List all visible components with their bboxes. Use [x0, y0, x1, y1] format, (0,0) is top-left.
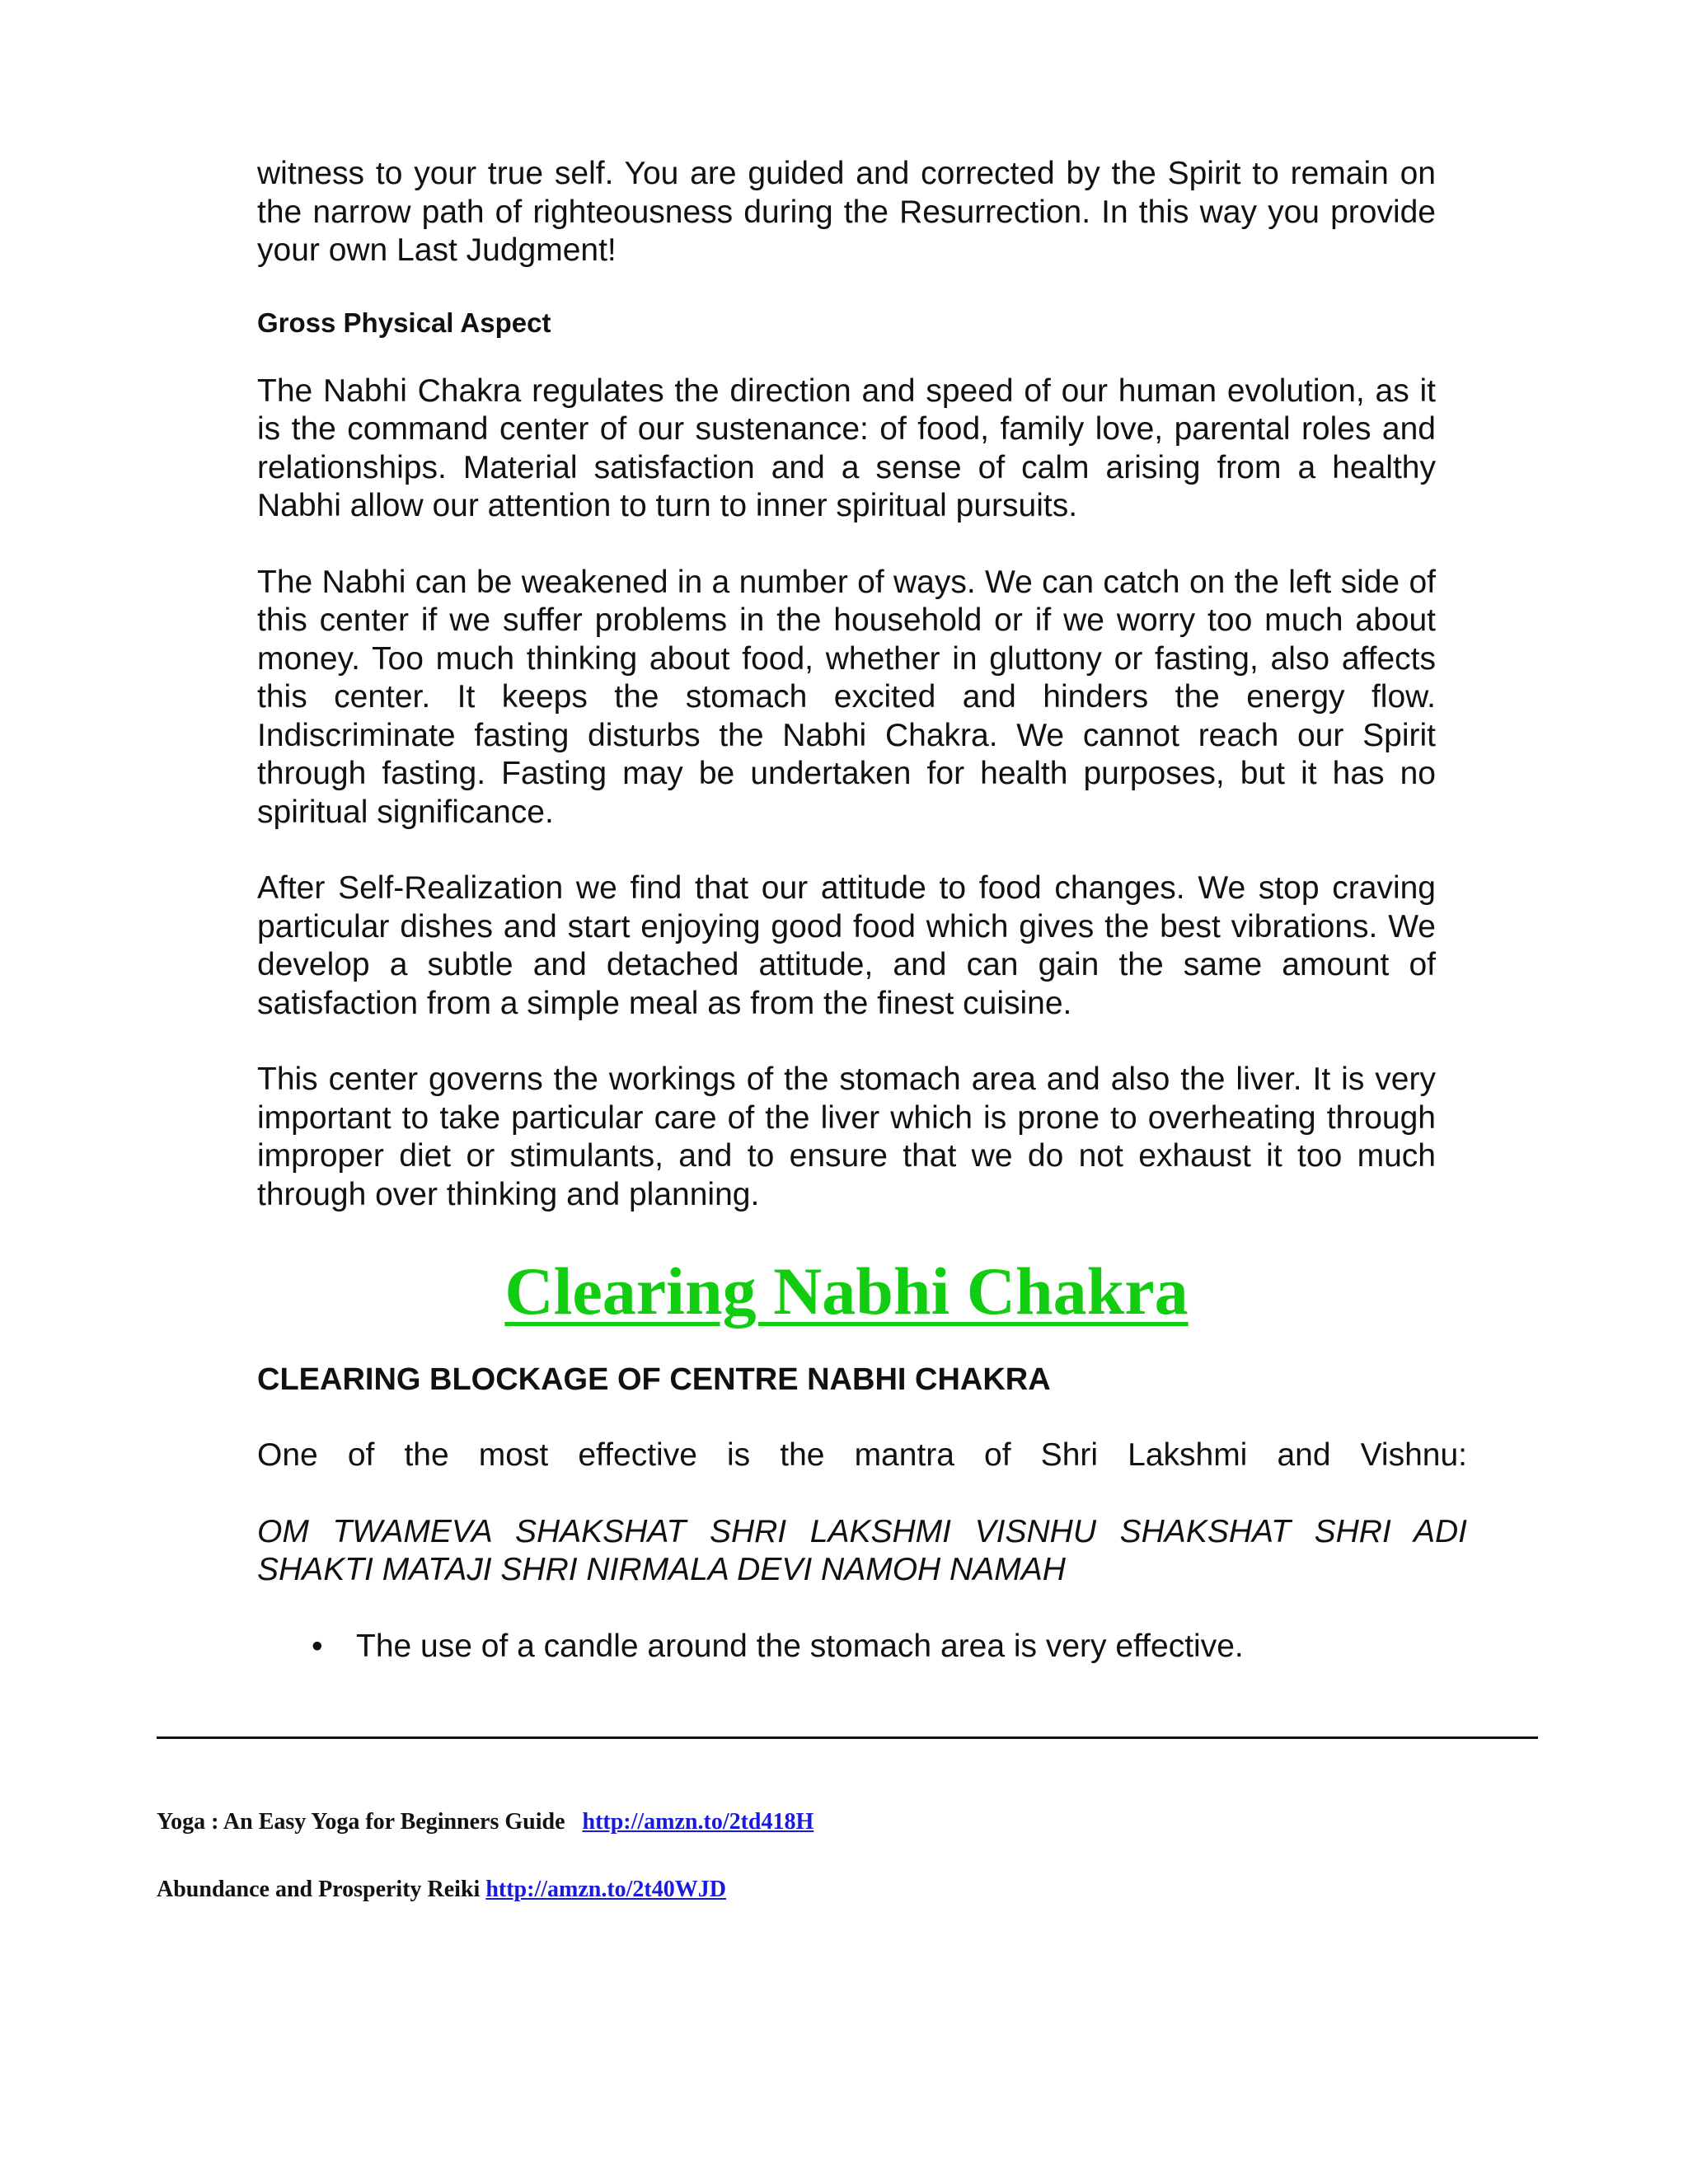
paragraph-weakened: The Nabhi can be weakened in a number of ways. We can catch on the left side of this center if we suffer problems in the household or if we worry too much about money. Too much thinking about food, whether in gluttony or fasting, also affects this center. It keeps the stomach excited and hinders the energy flow. Indiscriminate fasting disturbs the Nabhi Chakra. We cannot reach our Spirit through fasting. Fasting may be undertaken for health purposes, but it has no spiritual significance.	[257, 564, 1436, 830]
paragraph-liver: This center governs the workings of the stomach area and also the liver. It is very important to take particular care of the liver which is prone to overheating through improper diet or stimulants, and to ensure that we do not exhaust it too much through over thinking and planning.	[257, 1062, 1436, 1212]
clearing-heading: CLEARING BLOCKAGE OF CENTRE NABHI CHAKRA	[257, 1362, 1051, 1397]
footer-line-reiki	[157, 1876, 726, 1904]
horizontal-divider	[157, 1736, 1538, 1739]
footer-line-yoga	[157, 1808, 814, 1836]
clearing-title: Clearing Nabhi Chakra	[504, 1254, 1189, 1329]
bullet-list	[257, 1628, 1436, 1666]
bullet-text: The use of a candle around the stomach area is very effective.	[356, 1628, 1244, 1664]
page-content	[257, 155, 1467, 1666]
paragraph-evolution: The Nabhi Chakra regulates the direction and speed of our human evolution, as it is the command center of our sustenance: of food, family love, parental roles and relationships. Material satisfaction and a sense of calm arising from a healthy Nabhi allow our attention to turn to inner spiritual pursuits.	[257, 373, 1436, 523]
footer-yoga-label: Yoga : An Easy Yoga for Beginners Guide	[157, 1809, 565, 1835]
mantra-text: OM TWAMEVA SHAKSHAT SHRI LAKSHMI VISNHU SHAKSHAT SHRI ADI SHAKTI MATAJI SHRI NIRMALA DEVI NAMOH NAMAH	[257, 1513, 1467, 1587]
mantra-intro: One of the most effective is the mantra of Shri Lakshmi and Vishnu:	[257, 1437, 1467, 1473]
footer-yoga-link[interactable]: http://amzn.to/2td418H	[582, 1809, 814, 1835]
footer-reiki-link[interactable]: http://amzn.to/2t40WJD	[485, 1877, 726, 1902]
bullet-icon: •	[312, 1628, 323, 1664]
intro-paragraph: witness to your true self. You are guided and corrected by the Spirit to remain on the narrow path of righteousness during the Resurrection. In this way you provide your own Last Judgment!	[257, 156, 1436, 268]
section-heading: Gross Physical Aspect	[257, 307, 551, 338]
paragraph-self-realization: After Self-Realization we find that our attitude to food changes. We stop craving particular dishes and start enjoying good food which gives the best vibrations. We develop a subtle and detached attitude, and can gain the same amount of satisfaction from a simple meal as from the finest cuisine.	[257, 870, 1436, 1021]
footer-reiki-label: Abundance and Prosperity Reiki	[157, 1877, 481, 1902]
list-item	[257, 1628, 1436, 1666]
